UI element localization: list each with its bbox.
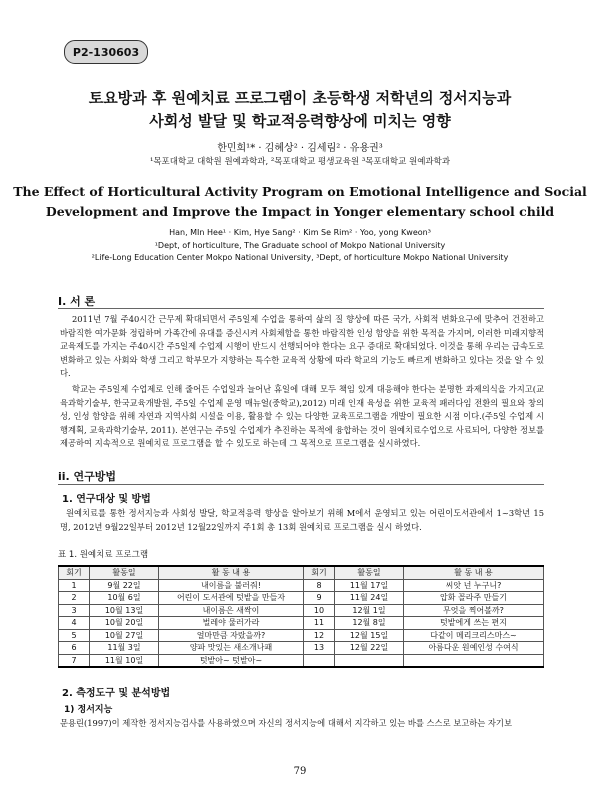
table-cell: 10월 13일 <box>90 604 159 617</box>
table-header-row <box>59 566 544 579</box>
table-cell: 6 <box>59 642 90 655</box>
table-cell: 얼마만큼 자랐을까? <box>159 629 304 642</box>
table-cell: 12월 22일 <box>335 642 404 655</box>
section-heading-introduction: I. 서 론 <box>58 295 96 308</box>
title-ko-line2: 사회성 발달 및 학교적응력향상에 미치는 영향 <box>149 112 451 130</box>
table-cell: 9 <box>304 592 335 605</box>
affiliations-en-line1: ¹Dept, of horticulture, The Graduate school of Mokpo National University <box>154 241 446 250</box>
table-cell: 무엇을 찍어볼까? <box>404 604 544 617</box>
header-date: 활동일 <box>90 566 159 579</box>
table-cell: 5 <box>59 629 90 642</box>
page-number: 79 <box>293 766 307 777</box>
measures-paragraph: 문용린(1997)이 제작한 정서지능검사를 사용하였으며 자신의 정서지능에 대해서 지각하고 있는 바를 스스로 보고하는 자기보 <box>60 718 512 728</box>
table-cell <box>304 654 335 667</box>
subsection-heading-measures: 2. 측정도구 및 분석방법 <box>62 688 171 699</box>
table-cell: 11 <box>304 617 335 630</box>
section-divider <box>58 308 544 309</box>
table-row <box>59 617 544 630</box>
intro-paragraph-2: 학교는 주5일제 수업제로 인해 줄어든 수업일과 늘어난 휴일에 대해 모두 책임 있게 대응해야 한다는 분명한 과제의식을 가지고(교육과학기술부, 한국교육개발원, 주5일 수업제 운영 매뉴얼(중학교),2012) 미래 인재 육성을 위한 교육적 패러다임 전환의 필요와 창의성, 인성 함양을 위해 자연과 지역사회 시설을 이용, 활용할 수 있는 다양한 교육프로그램을 개발이 필요한 시점 이다.(주5일 수업제 시행계획, 교육과학기술부, 2011). 본연구는 주5일 수업제가 추진하는 목적에 융합하는 것이 원예치료수업으로 사료되어, 다양한 정보를 제공하여 지속적으로 원예치료 프로그램을 할 수 있도로 하는데 그 목적으로 프로그램을 실시하였다. <box>60 384 544 448</box>
table-cell: 8 <box>304 579 335 592</box>
table-cell: 양파 맛있는 새소개나패 <box>159 642 304 655</box>
table-cell: 아름다운 원예인성 수여식 <box>404 642 544 655</box>
subjects-paragraph: 원예치료를 통한 정서지능과 사회성 발달, 학교적응력 향상을 알아보기 위해 M에서 운영되고 있는 어린이도서관에서 1~3학년 15명, 2012년 9월22일부터 2012년 12월22일까지 주1회 총 13회 원예치료 프로그램을 실시 하였다. <box>60 508 544 532</box>
table-cell: 12월 1일 <box>335 604 404 617</box>
section-divider <box>58 484 544 485</box>
table-cell: 10월 20일 <box>90 617 159 630</box>
table-row <box>59 642 544 655</box>
table-cell: 3 <box>59 604 90 617</box>
table-cell: 11월 17일 <box>335 579 404 592</box>
affiliations-en-line2: ²Life-Long Education Center Mokpo National University, ³Dept, of horticulture Mokpo National University <box>91 253 509 262</box>
table-cell: 내이름을 불러줘! <box>159 579 304 592</box>
table-cell: 13 <box>304 642 335 655</box>
table-cell: 내이름은 새싹이 <box>159 604 304 617</box>
title-ko-line1: 토요방과 후 원예치료 프로그램이 초등학생 저학년의 정서지능과 <box>88 89 512 107</box>
table-cell: 10 <box>304 604 335 617</box>
table-row <box>59 592 544 605</box>
header-session: 회기 <box>59 566 90 579</box>
authors-ko: 한민희¹* · 김혜상² · 김세림² · 유용권³ <box>217 143 383 154</box>
table-caption: 표 1. 원예치료 프로그램 <box>58 550 149 560</box>
table-cell: 12월 8일 <box>335 617 404 630</box>
table-cell: 11월 10일 <box>90 654 159 667</box>
table-cell: 2 <box>59 592 90 605</box>
table-row <box>59 604 544 617</box>
table-cell: 벌레야 물러가라 <box>159 617 304 630</box>
table-cell: 11월 3일 <box>90 642 159 655</box>
affiliations-ko: ¹목포대학교 대학원 원예과학과, ²목포대학교 평생교육원 ³목포대학교 원예과학과 <box>149 157 451 167</box>
table-cell <box>404 654 544 667</box>
authors-en: Han, MIn Hee¹ · Kim, Hye Sang² · Kim Se Rim² · Yoo, yong Kweon³ <box>169 228 431 237</box>
table-cell: 1 <box>59 579 90 592</box>
table-cell: 12 <box>304 629 335 642</box>
program-table <box>58 565 544 668</box>
intro-paragraph-1: 2011년 7월 주40시간 근무제 확대되면서 주5일제 수업을 통하여 삶의 질 향상에 따른 국가, 사회적 변화요구에 맞추어 건전하고 바람직한 여가문화 정립하며 가족간에 유대를 증신시켜 사회체함을 통한 바람직한 인성 함양을 위한 목적을 가지며, 이러한 미래지향적 교육제도를 가지는 주40시간 주5일제 수업제 시행이 반드시 선행되어야 한다는 요구 증대로 확대되었다. 이것을 통해 우리는 급속도로 변화하고 있는 사회와 학생 그리고 학부모가 지향하는 특수한 교육적 상황에 따라 학교의 기능도 빠르게 변화하고 있다는 것을 알 수 있다. <box>60 314 544 378</box>
table-cell: 9월 22일 <box>90 579 159 592</box>
table-row <box>59 654 544 667</box>
header-activity: 활 동 내 용 <box>159 566 304 579</box>
section-heading-methods: ii. 연구방법 <box>58 470 117 483</box>
table-cell: 4 <box>59 617 90 630</box>
table-cell: 압화 꼴라주 만들기 <box>404 592 544 605</box>
paper-id-badge: P2-130603 <box>64 40 148 64</box>
table-row <box>59 629 544 642</box>
table-cell: 다같이 메리크리스마스~ <box>404 629 544 642</box>
table-cell: 11월 24일 <box>335 592 404 605</box>
title-en-line2: Development and Improve the Impact in Yonger elementary school child <box>45 204 555 219</box>
table-cell: 12월 15일 <box>335 629 404 642</box>
table-cell: 어린이 도서관에 텃밭을 만들자 <box>159 592 304 605</box>
subsection-heading-subjects: 1. 연구대상 및 방법 <box>62 494 151 505</box>
table-cell <box>335 654 404 667</box>
header-date: 활동일 <box>335 566 404 579</box>
table-cell: 텃밭아~ 텃밭아~ <box>159 654 304 667</box>
table-cell: 10월 6일 <box>90 592 159 605</box>
table-cell: 7 <box>59 654 90 667</box>
title-en-line1: The Effect of Horticultural Activity Program on Emotional Intelligence and Social <box>13 184 587 199</box>
table-cell: 씨앗 넌 누구니? <box>404 579 544 592</box>
table-cell: 10월 27일 <box>90 629 159 642</box>
header-activity: 활 동 내 용 <box>404 566 544 579</box>
header-session: 회기 <box>304 566 335 579</box>
subsubsection-heading-emotional-intelligence: 1) 정서지능 <box>64 705 113 715</box>
table-cell: 텃밭에게 쓰는 편지 <box>404 617 544 630</box>
table-row <box>59 579 544 592</box>
